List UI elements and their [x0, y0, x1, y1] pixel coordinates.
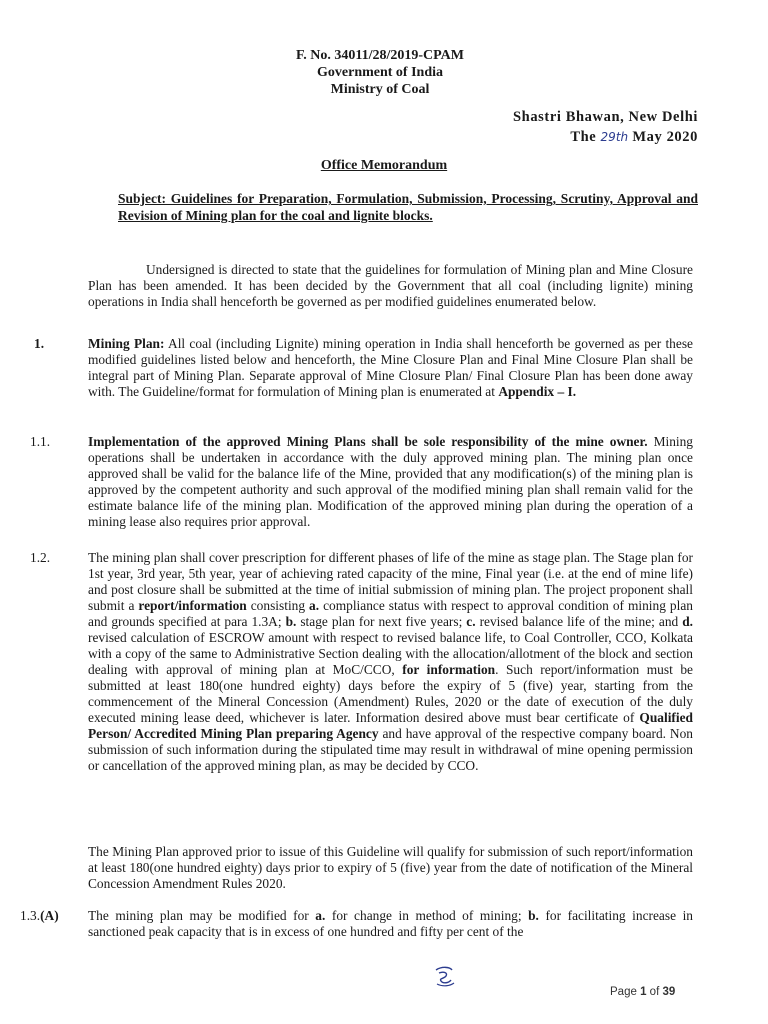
appendix-ref: Appendix – I. [498, 384, 577, 399]
location: Shastri Bhawan, New Delhi [513, 109, 698, 125]
handwritten-initial-icon [430, 964, 460, 990]
para-1: Mining Plan: All coal (including Lignite) mining operation in India shall henceforth be governed as per these modified guidelines listed below and henceforth, the Mine Closure Plan and Final Mine Closure Plan shall be integral part of Mining Plan. Separate approval of Mine Closure Plan/ Final Closure Plan has been done away with. The Guideline/format for formulation of Mining plan is enumerated at Appendix – I. [88, 336, 693, 399]
file-number: F. No. 34011/28/2019-CPAM [296, 48, 464, 63]
para-1-1: Implementation of the approved Mining Plans shall be sole responsibility of the mine owner. Mining operations shall be undertaken in accordance with the duly approved mining plan. The mining plan once approved shall be valid for the balance life of the Mine, provided that any modification(s) of the mining plan is approved by the competent authority and such approval of the modified mining plan shall remain valid for the estimate balance life of the mining plan. Modification of the approved mining plan during the operation of a mining lease also requires prior approval. [88, 434, 694, 529]
para-1-1-heading: Implementation of the approved Mining Plans shall be sole responsibility of the mine owner. [88, 434, 648, 449]
ministry-name: Ministry of Coal [330, 82, 430, 97]
place-and-date [513, 107, 698, 147]
page-number: Page 1 of 39 [610, 986, 676, 998]
para-1-2-continued: The Mining Plan approved prior to issue of this Guideline will qualify for submission of such report/information at least 180(one hundred eighty) days prior to expiry of 5 (five) year from the date of notification of the Mineral Concession Amendment Rules 2020. [88, 844, 693, 891]
para-1-2: The mining plan shall cover prescription for different phases of life of the mine as stage plan. The Stage plan for 1st year, 3rd year, 5th year, year of achieving rated capacity of the mine, Final year (i.e. at the end of mine life) and post closure shall be submitted at the time of initial submission of mining plan. The project proponent shall submit a report/information consisting a. compliance status with respect to approval condition of mining plan and grounds specified at para 1.3A; b. stage plan for next five years; c. revised balance life of the mine; and d. revised calculation of ESCROW amount with respect to revised balance life, to Coal Controller, CCO, Kolkata with a copy of the same to Administrative Section dealing with the allocation/allotment of the block and section dealing with approval of mining plan at MoC/CCO, for information. Such report/information must be submitted at least 180(one hundred eighty) days before the expiry of 5 (five) year, starting from the commencement of the Mineral Concession (Amendment) Rules, 2020 or the date of execution of the duly executed mining lease deed, whichever is later. Information desired above must bear certificate of Qualified Person/ Accredited Mining Plan preparing Agency and have approval of the respective company board. Non submission of such information during the stipulated time may result in withdrawal of mine opening permission or cancellation of the approved mining plan, as may be decided by CCO. [88, 550, 693, 773]
intro-paragraph: Undersigned is directed to state that the guidelines for formulation of Mining plan and Mine Closure Plan has been amended. It has been decided by the Government that all coal (including lignite) mining operations in India shall henceforth be governed as per modified guidelines enumerated below. [88, 262, 693, 309]
subject-line: Subject: Guidelines for Preparation, Formulation, Submission, Processing, Scrutiny, Approval and Revision of Mining plan for the coal and lignite blocks. [118, 191, 698, 223]
para-1-3-number: 1.3.(A) [20, 908, 59, 923]
para-1-1-number: 1.1. [30, 434, 51, 449]
para-1-2-number: 1.2. [30, 550, 51, 565]
para-1-3-a: The mining plan may be modified for a. for change in method of mining; b. for facilitating increase in sanctioned peak capacity that is in excess of one hundred and fifty per cent of the [88, 908, 693, 939]
handwritten-day: 29th [600, 130, 629, 144]
para-1-number: 1. [34, 336, 45, 351]
para-1-heading: Mining Plan: [88, 336, 165, 351]
memo-title: Office Memorandum [320, 158, 448, 173]
memo-date: The 29th May 2020 [570, 129, 698, 145]
document-header [230, 47, 530, 98]
government-name: Government of India [317, 65, 443, 80]
